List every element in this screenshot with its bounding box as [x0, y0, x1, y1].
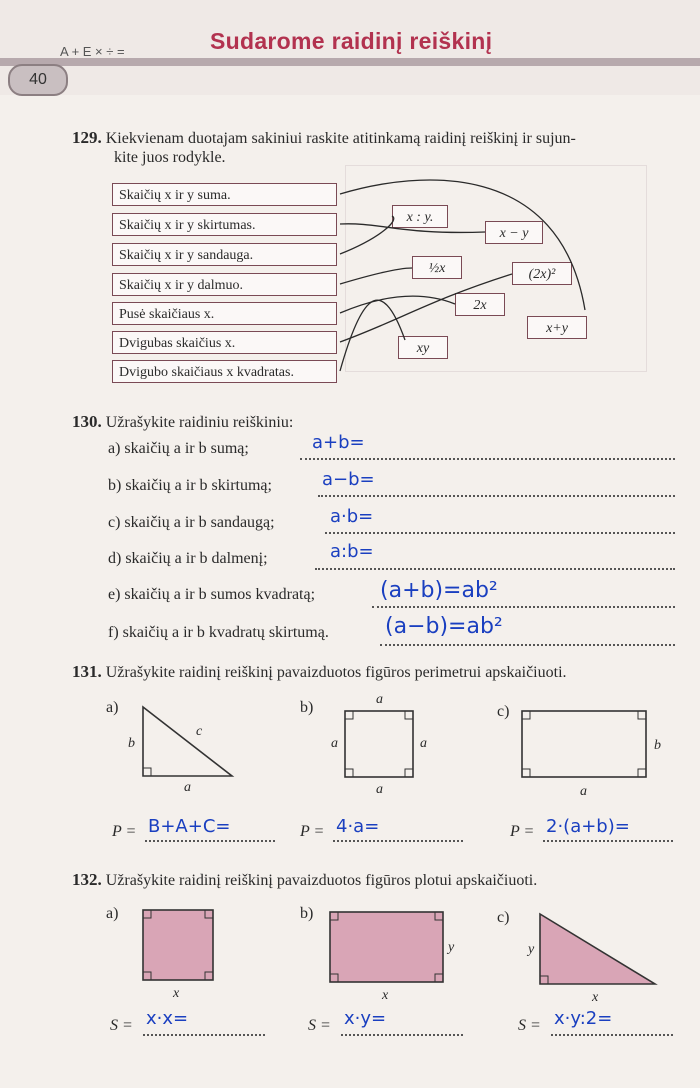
row-label: e) skaičių a ir b sumos kvadratą; [108, 586, 316, 603]
task-number: 131. [72, 662, 102, 681]
figure-letter: a) [106, 699, 119, 716]
formula-prefix: S = [110, 1017, 133, 1034]
figure-letter: c) [497, 909, 510, 926]
row-label: b) skaičių a ir b skirtumą; [108, 477, 272, 494]
answer-line[interactable] [551, 1034, 673, 1036]
figure-letter: a) [106, 905, 119, 922]
side-label-b: b [128, 736, 135, 751]
row-label: d) skaičių a ir b dalmenį; [108, 550, 268, 567]
handwritten-answer: (a−b)=ab² [385, 614, 503, 639]
side-label-x: x [173, 986, 180, 1001]
figure-letter: b) [300, 699, 314, 716]
handwritten-answer: x·y= [344, 1008, 387, 1029]
page-title: Sudarome raidinį reiškinį [210, 28, 493, 54]
task-number: 130. [72, 412, 102, 431]
sentence-box: Dvigubo skaičiaus x kvadratas. [112, 360, 337, 383]
task-number: 132. [72, 870, 102, 889]
filled-rectangle-shape [330, 912, 443, 982]
row-label: a) skaičių a ir b sumą; [108, 440, 249, 457]
side-label-y: y [528, 942, 535, 957]
math-ops-decoration: A + E × ÷ = [60, 44, 125, 59]
sentence-box: Skaičių x ir y skirtumas. [112, 213, 337, 236]
expression-box: ½x [412, 256, 462, 279]
task-text: Užrašykite raidiniu reiškiniu: [105, 414, 294, 431]
formula-prefix: P = [510, 823, 535, 840]
handwritten-answer: a·b= [330, 506, 374, 527]
handwritten-answer: (a+b)=ab² [380, 578, 498, 603]
handwritten-answer: a:b= [330, 541, 374, 562]
side-label-a: a [376, 782, 383, 797]
side-label-x: x [382, 988, 389, 1003]
handwritten-answer: x·x= [146, 1008, 189, 1029]
task-text: Užrašykite raidinį reiškinį pavaizduotos figūros plotui apskaičiuoti. [105, 872, 538, 889]
side-label-a: a [580, 784, 587, 799]
formula-prefix: P = [300, 823, 325, 840]
formula-prefix: S = [518, 1017, 541, 1034]
side-label-a: a [376, 692, 383, 707]
side-label-y: y [448, 940, 455, 955]
side-label-a: a [420, 736, 427, 751]
answer-line[interactable] [143, 1034, 265, 1036]
expression-box: xy [398, 336, 448, 359]
sentence-box: Skaičių x ir y suma. [112, 183, 337, 206]
expression-box: x+y [527, 316, 587, 339]
task-number: 129. [72, 128, 102, 147]
sentence-box: Pusė skaičiaus x. [112, 302, 337, 325]
handwritten-answer: 4·a= [336, 816, 380, 837]
sentence-box: Dvigubas skaičius x. [112, 331, 337, 354]
formula-prefix: S = [308, 1017, 331, 1034]
side-label-b: b [654, 738, 661, 753]
expression-box: 2x [455, 293, 505, 316]
sentence-box: Skaičių x ir y dalmuo. [112, 273, 337, 296]
filled-triangle-shape [540, 914, 655, 984]
task-text: Užrašykite raidinį reiškinį pavaizduotos figūros perimetrui apskaičiuoti. [105, 664, 567, 681]
handwritten-answer: 2·(a+b)= [546, 816, 630, 837]
row-label: f) skaičių a ir b kvadratų skirtumą. [108, 624, 329, 641]
task-text-line2: kite juos rodykle. [114, 149, 226, 166]
page-number: 40 [8, 64, 68, 96]
filled-square-shape [143, 910, 213, 980]
handwritten-answer: a+b= [312, 432, 365, 453]
formula-prefix: P = [112, 823, 137, 840]
answer-line[interactable] [341, 1034, 463, 1036]
side-label-a: a [331, 736, 338, 751]
row-label: c) skaičių a ir b sandaugą; [108, 514, 275, 531]
side-label-c: c [196, 724, 203, 739]
handwritten-answer: a−b= [322, 469, 375, 490]
handwritten-answer: x·y:2= [554, 1008, 613, 1029]
handwritten-answer: B+A+C= [148, 816, 231, 837]
task-text-line1: Kiekvienam duotajam sakiniui raskite atitinkamą raidinį reiškinį ir sujun- [105, 130, 576, 147]
sentence-box: Skaičių x ir y sandauga. [112, 243, 337, 266]
side-label-x: x [592, 990, 599, 1005]
figure-letter: c) [497, 703, 510, 720]
expression-box: x − y [485, 221, 543, 244]
expression-box: x : y. [392, 205, 448, 228]
expression-box: (2x)² [512, 262, 572, 285]
side-label-a: a [184, 780, 191, 795]
figure-letter: b) [300, 905, 314, 922]
